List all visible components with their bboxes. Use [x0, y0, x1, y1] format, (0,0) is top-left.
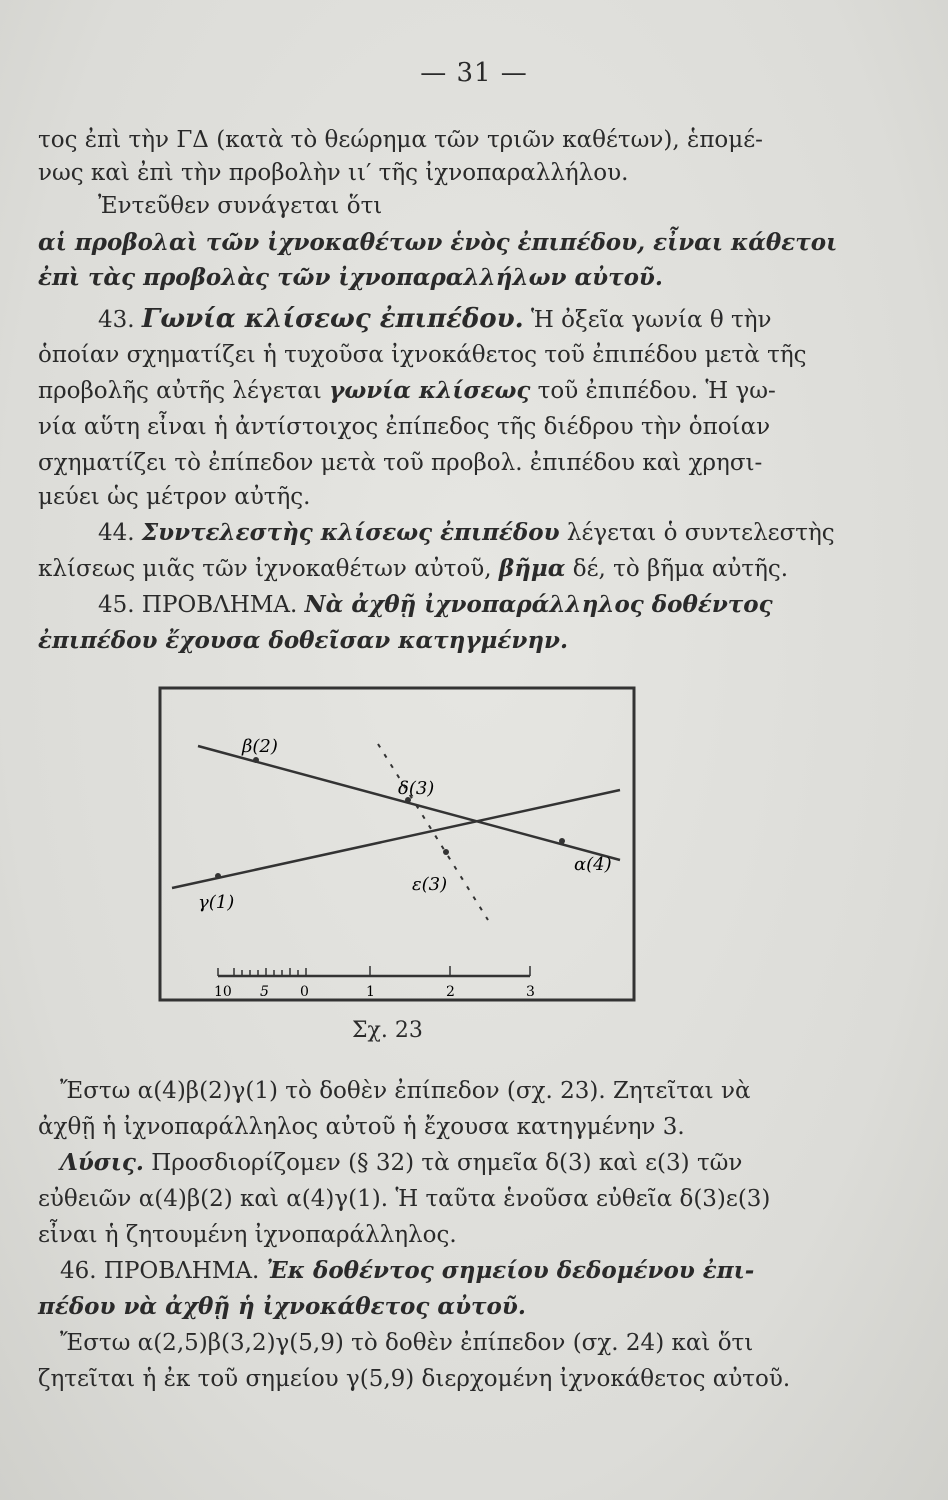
figure-23-diagram [150, 660, 670, 1040]
label-a: α(4) [574, 854, 612, 875]
scale-label-5: 5 [260, 984, 269, 1000]
text-fragment: λέγεται ὁ συντελεστὴς [566, 520, 835, 546]
text-fragment: κλίσεως μιᾶς τῶν ἰχνοκαθέτων αὐτοῦ, [38, 556, 492, 582]
term: βῆμα [498, 555, 566, 582]
line-a-g [172, 790, 620, 888]
text-line: σχηματίζει τὸ ἐπίπεδον μετὰ τοῦ προβολ. ἐπιπέδου καὶ χρησι- [38, 450, 763, 476]
section-title: Γωνία κλίσεως ἐπιπέδου. [141, 304, 524, 334]
figure-23 [150, 660, 670, 1040]
theorem-line: αἱ προβολαὶ τῶν ἰχνοκαθέτων ἑνὸς ἐπιπέδου, εἶναι κάθετοι [38, 229, 838, 256]
section-heading-43 [98, 304, 771, 335]
solution-label: Λύσις. [60, 1149, 144, 1176]
text-line: νία αὕτη εἶναι ἡ ἀντίστοιχος ἐπίπεδος τῆς διέδρου τὴν ὁποίαν [38, 414, 771, 440]
text-line [38, 554, 788, 584]
section-title: Συντελεστὴς κλίσεως ἐπιπέδου [141, 519, 560, 546]
text-line [60, 1148, 742, 1178]
text-line: εἶναι ἡ ζητουμένη ἰχνοπαράλληλος. [38, 1222, 457, 1248]
text-line: εὐθειῶν α(4)β(2) καὶ α(4)γ(1). Ἡ ταῦτα ἑνοῦσα εὐθεῖα δ(3)ε(3) [38, 1186, 771, 1212]
scale-label-1: 1 [366, 984, 375, 1000]
theorem-line: ἐπὶ τὰς προβολὰς τῶν ἰχνοπαραλλήλων αὐτοῦ. [38, 264, 663, 291]
label-g: γ(1) [198, 892, 235, 913]
text-line: μεύει ὡς μέτρον αὐτῆς. [38, 484, 311, 510]
text-fragment: Ἡ ὀξεῖα γωνία θ τὴν [531, 307, 772, 333]
scale-ticks [218, 966, 530, 976]
text-fragment: Προσδιορίζομεν (§ 32) τὰ σημεῖα δ(3) καὶ ε(3) τῶν [151, 1150, 743, 1176]
text-line [38, 376, 776, 406]
text-line: νως καὶ ἐπὶ τὴν προβολὴν ιι′ τῆς ἰχνοπαραλλήλου. [38, 160, 629, 186]
scale-label-3: 3 [526, 984, 535, 1000]
text-fragment: προβολῆς αὐτῆς λέγεται [38, 378, 322, 404]
point-e [443, 849, 449, 855]
problem-heading-46 [60, 1256, 754, 1286]
point-b [253, 757, 259, 763]
problem-heading-45 [98, 590, 773, 620]
problem-statement: Νὰ ἀχθῇ ἰχνοπαράλληλος δοθέντος [304, 591, 773, 618]
label-b: β(2) [242, 736, 278, 757]
text-line: Ἐντεῦθεν συνάγεται ὅτι [98, 193, 383, 219]
text-line: ἀχθῇ ἡ ἰχνοπαράλληλος αὐτοῦ ἡ ἔχουσα κατηγμένην 3. [38, 1114, 685, 1140]
section-heading-44 [98, 518, 835, 548]
page-number: — 31 — [420, 58, 528, 88]
text-fragment: τοῦ ἐπιπέδου. Ἡ γω- [537, 378, 776, 404]
problem-statement: πέδου νὰ ἀχθῇ ἡ ἰχνοκάθετος αὐτοῦ. [38, 1293, 526, 1320]
term: γωνία κλίσεως [329, 377, 531, 404]
problem-number: 46. ΠΡΟΒΛΗΜΑ. [60, 1258, 260, 1284]
text-line: τος ἐπὶ τὴν ΓΔ (κατὰ τὸ θεώρημα τῶν τριῶν καθέτων), ἑπομέ- [38, 127, 763, 153]
problem-statement: ἐπιπέδου ἔχουσα δοθεῖσαν κατηγμένην. [38, 627, 569, 654]
label-e: ε(3) [412, 874, 448, 895]
section-number: 44. [98, 520, 135, 546]
text-line: ὁποίαν σχηματίζει ἡ τυχοῦσα ἰχνοκάθετος τοῦ ἐπιπέδου μετὰ τῆς [38, 342, 807, 368]
text-line: ζητεῖται ἡ ἐκ τοῦ σημείου γ(5,9) διερχομένη ἰχνοκάθετος αὐτοῦ. [38, 1366, 791, 1392]
scale-label-10: 10 [214, 984, 232, 1000]
figure-caption: Σχ. 23 [352, 1018, 423, 1043]
scale-label-2: 2 [446, 984, 455, 1000]
scale-label-0: 0 [300, 984, 309, 1000]
problem-number: 45. ΠΡΟΒΛΗΜΑ. [98, 592, 298, 618]
section-number: 43. [98, 307, 135, 333]
point-a [559, 838, 565, 844]
text-line: Ἔστω α(2,5)β(3,2)γ(5,9) τὸ δοθὲν ἐπίπεδον (σχ. 24) καὶ ὅτι [60, 1330, 754, 1356]
problem-statement: Ἐκ δοθέντος σημείου δεδομένου ἐπι- [266, 1257, 755, 1284]
text-fragment: δέ, τὸ βῆμα αὐτῆς. [572, 556, 789, 582]
text-line: Ἔστω α(4)β(2)γ(1) τὸ δοθὲν ἐπίπεδον (σχ. 23). Ζητεῖται νὰ [60, 1078, 751, 1104]
point-g [215, 873, 221, 879]
label-d: δ(3) [398, 778, 435, 799]
